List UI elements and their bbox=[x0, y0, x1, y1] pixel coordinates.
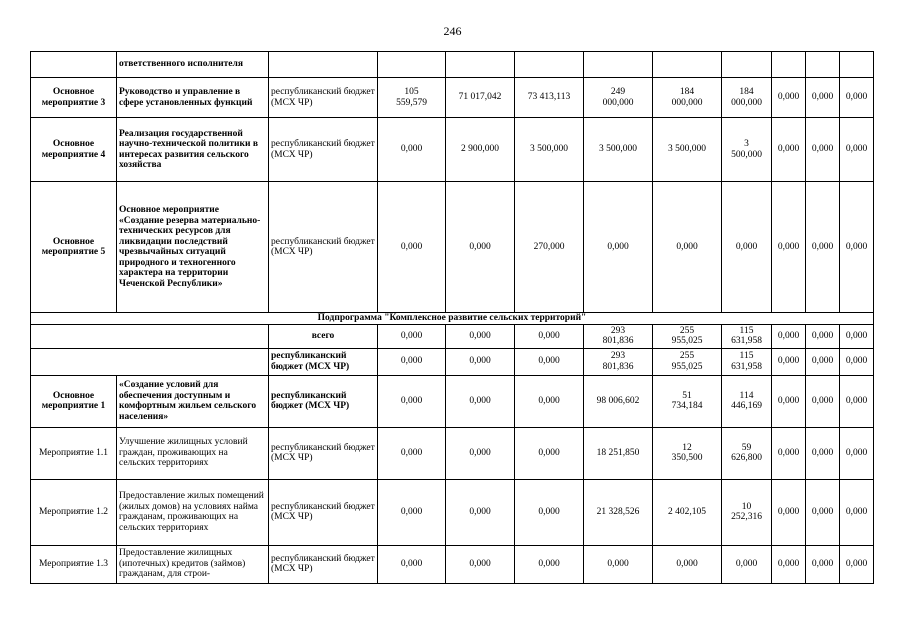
measure-name: Руководство и управление в сфере установленных функций bbox=[117, 78, 269, 118]
funding-source: республиканский бюджет (МСХ ЧР) bbox=[269, 427, 378, 479]
amount-cell: 270,000 bbox=[515, 182, 584, 313]
table-row bbox=[31, 479, 874, 545]
table-row bbox=[31, 348, 874, 375]
amount-cell: 0,000 bbox=[515, 545, 584, 583]
amount-cell bbox=[806, 52, 840, 78]
amount-cell: 0,000 bbox=[840, 427, 874, 479]
amount-cell: 184 000,000 bbox=[653, 78, 722, 118]
measure-name: Предоставление жилых помещений (жилых домов) на условиях найма гражданам, проживающих на сельских территориях bbox=[117, 479, 269, 545]
table-row bbox=[31, 118, 874, 182]
amount-cell bbox=[584, 52, 653, 78]
amount-cell: 0,000 bbox=[584, 545, 653, 583]
table-row bbox=[31, 313, 874, 325]
funding-source: республиканский бюджет (МСХ ЧР) bbox=[269, 375, 378, 427]
amount-cell: 0,000 bbox=[722, 182, 772, 313]
amount-cell: 0,000 bbox=[515, 479, 584, 545]
amount-cell: 115 631,958 bbox=[722, 324, 772, 348]
amount-cell: 0,000 bbox=[840, 479, 874, 545]
amount-cell: 0,000 bbox=[840, 78, 874, 118]
measure-code bbox=[31, 52, 117, 78]
amount-cell: 3 500,000 bbox=[515, 118, 584, 182]
measure-name: ответственного исполнителя bbox=[117, 52, 269, 78]
amount-cell: 0,000 bbox=[806, 348, 840, 375]
measure-name: Реализация государственной научно-технической политики в интересах развития сельского хозяйства bbox=[117, 118, 269, 182]
amount-cell: 98 006,602 bbox=[584, 375, 653, 427]
measure-name: «Создание условий для обеспечения доступным и комфортным жильем сельского населения» bbox=[117, 375, 269, 427]
measure-code: Основное мероприятие 3 bbox=[31, 78, 117, 118]
amount-cell: 0,000 bbox=[840, 324, 874, 348]
amount-cell: 0,000 bbox=[378, 118, 446, 182]
amount-cell bbox=[446, 52, 515, 78]
amount-cell: 0,000 bbox=[446, 545, 515, 583]
amount-cell: 0,000 bbox=[772, 182, 806, 313]
measure-code bbox=[31, 324, 269, 348]
amount-cell: 0,000 bbox=[772, 348, 806, 375]
amount-cell: 0,000 bbox=[378, 427, 446, 479]
amount-cell: 0,000 bbox=[772, 324, 806, 348]
amount-cell: 0,000 bbox=[446, 182, 515, 313]
amount-cell: 2 402,105 bbox=[653, 479, 722, 545]
measure-code: Мероприятие 1.2 bbox=[31, 479, 117, 545]
subprogram-title: Подпрограмма "Комплексное развитие сельских территорий" bbox=[31, 313, 874, 325]
amount-cell: 115 631,958 bbox=[722, 348, 772, 375]
amount-cell: 249 000,000 bbox=[584, 78, 653, 118]
amount-cell: 0,000 bbox=[515, 324, 584, 348]
amount-cell: 18 251,850 bbox=[584, 427, 653, 479]
amount-cell bbox=[772, 52, 806, 78]
amount-cell: 0,000 bbox=[772, 375, 806, 427]
amount-cell: 59 626,800 bbox=[722, 427, 772, 479]
measure-code: Мероприятие 1.3 bbox=[31, 545, 117, 583]
amount-cell: 105 559,579 bbox=[378, 78, 446, 118]
amount-cell: 0,000 bbox=[653, 182, 722, 313]
amount-cell: 0,000 bbox=[722, 545, 772, 583]
amount-cell: 0,000 bbox=[772, 118, 806, 182]
amount-cell: 0,000 bbox=[806, 375, 840, 427]
amount-cell: 0,000 bbox=[378, 182, 446, 313]
funding-source: всего bbox=[269, 324, 378, 348]
amount-cell bbox=[722, 52, 772, 78]
amount-cell: 0,000 bbox=[840, 118, 874, 182]
page-number: 246 bbox=[443, 24, 462, 38]
amount-cell: 2 900,000 bbox=[446, 118, 515, 182]
amount-cell: 0,000 bbox=[806, 545, 840, 583]
amount-cell: 0,000 bbox=[446, 348, 515, 375]
amount-cell: 0,000 bbox=[446, 427, 515, 479]
amount-cell: 3 500,000 bbox=[653, 118, 722, 182]
amount-cell: 0,000 bbox=[806, 427, 840, 479]
amount-cell bbox=[840, 52, 874, 78]
measure-code: Основное мероприятие 4 bbox=[31, 118, 117, 182]
amount-cell: 0,000 bbox=[806, 182, 840, 313]
amount-cell: 293 801,836 bbox=[584, 324, 653, 348]
measure-code: Основное мероприятие 5 bbox=[31, 182, 117, 313]
budget-table bbox=[30, 51, 874, 584]
amount-cell: 184 000,000 bbox=[722, 78, 772, 118]
table-row bbox=[31, 324, 874, 348]
amount-cell: 51 734,184 bbox=[653, 375, 722, 427]
amount-cell: 114 446,169 bbox=[722, 375, 772, 427]
amount-cell: 0,000 bbox=[806, 118, 840, 182]
funding-source: республиканский бюджет (МСХ ЧР) bbox=[269, 479, 378, 545]
amount-cell: 0,000 bbox=[653, 545, 722, 583]
amount-cell: 0,000 bbox=[378, 479, 446, 545]
amount-cell: 0,000 bbox=[806, 78, 840, 118]
table-row bbox=[31, 375, 874, 427]
amount-cell: 0,000 bbox=[806, 479, 840, 545]
amount-cell: 0,000 bbox=[446, 479, 515, 545]
amount-cell bbox=[515, 52, 584, 78]
amount-cell: 0,000 bbox=[378, 375, 446, 427]
amount-cell: 0,000 bbox=[806, 324, 840, 348]
amount-cell: 255 955,025 bbox=[653, 324, 722, 348]
measure-code bbox=[31, 348, 269, 375]
measure-name: Предоставление жилищных (ипотечных) кредитов (займов) гражданам, для строи- bbox=[117, 545, 269, 583]
funding-source: республиканский бюджет (МСХ ЧР) bbox=[269, 78, 378, 118]
funding-source: республиканский бюджет (МСХ ЧР) bbox=[269, 348, 378, 375]
amount-cell: 10 252,316 bbox=[722, 479, 772, 545]
amount-cell: 0,000 bbox=[840, 545, 874, 583]
amount-cell: 71 017,042 bbox=[446, 78, 515, 118]
amount-cell: 293 801,836 bbox=[584, 348, 653, 375]
funding-source: республиканский бюджет (МСХ ЧР) bbox=[269, 545, 378, 583]
funding-source: республиканский бюджет (МСХ ЧР) bbox=[269, 118, 378, 182]
amount-cell: 0,000 bbox=[840, 348, 874, 375]
amount-cell: 0,000 bbox=[378, 348, 446, 375]
amount-cell: 0,000 bbox=[772, 78, 806, 118]
amount-cell: 255 955,025 bbox=[653, 348, 722, 375]
amount-cell bbox=[269, 52, 378, 78]
table-row bbox=[31, 545, 874, 583]
amount-cell: 21 328,526 bbox=[584, 479, 653, 545]
measure-code: Мероприятие 1.1 bbox=[31, 427, 117, 479]
amount-cell: 0,000 bbox=[515, 427, 584, 479]
amount-cell: 0,000 bbox=[840, 375, 874, 427]
table-row bbox=[31, 427, 874, 479]
amount-cell: 0,000 bbox=[772, 427, 806, 479]
amount-cell: 0,000 bbox=[378, 545, 446, 583]
measure-name: Основное мероприятие «Создание резерва материально-технических ресурсов для ликвидации последствий чрезвычайных ситуаций природного и техногенного характера на территории Чеченской Республики» bbox=[117, 182, 269, 313]
amount-cell: 12 350,500 bbox=[653, 427, 722, 479]
amount-cell: 0,000 bbox=[446, 324, 515, 348]
amount-cell bbox=[378, 52, 446, 78]
table-row bbox=[31, 78, 874, 118]
amount-cell: 0,000 bbox=[446, 375, 515, 427]
measure-name: Улучшение жилищных условий граждан, проживающих на сельских территориях bbox=[117, 427, 269, 479]
amount-cell: 0,000 bbox=[515, 375, 584, 427]
amount-cell: 0,000 bbox=[772, 479, 806, 545]
amount-cell: 73 413,113 bbox=[515, 78, 584, 118]
amount-cell: 3 500,000 bbox=[722, 118, 772, 182]
measure-code: Основное мероприятие 1 bbox=[31, 375, 117, 427]
amount-cell: 3 500,000 bbox=[584, 118, 653, 182]
amount-cell: 0,000 bbox=[378, 324, 446, 348]
amount-cell: 0,000 bbox=[584, 182, 653, 313]
amount-cell bbox=[653, 52, 722, 78]
table-row bbox=[31, 52, 874, 78]
funding-source: республиканский бюджет (МСХ ЧР) bbox=[269, 182, 378, 313]
amount-cell: 0,000 bbox=[772, 545, 806, 583]
table-row bbox=[31, 182, 874, 313]
amount-cell: 0,000 bbox=[840, 182, 874, 313]
amount-cell: 0,000 bbox=[515, 348, 584, 375]
